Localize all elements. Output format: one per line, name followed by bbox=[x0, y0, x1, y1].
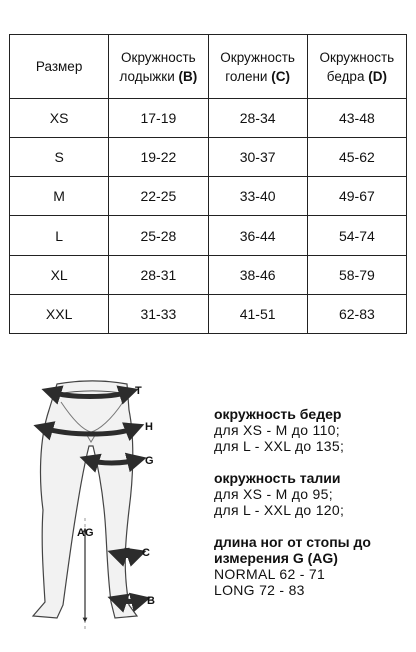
table-cell: 22-25 bbox=[109, 177, 208, 216]
table-cell: 28-34 bbox=[208, 99, 307, 138]
table-row bbox=[10, 216, 407, 255]
table-cell: 30-37 bbox=[208, 138, 307, 177]
table-header-row bbox=[10, 35, 407, 99]
hips-heading: окружность бедер bbox=[214, 406, 342, 422]
table-row bbox=[10, 255, 407, 294]
table-row bbox=[10, 99, 407, 138]
label-b: B bbox=[147, 595, 155, 607]
table-cell: 36-44 bbox=[208, 216, 307, 255]
table-cell: XXL bbox=[10, 294, 109, 333]
table-cell: 58-79 bbox=[307, 255, 406, 294]
table-cell: XS bbox=[10, 99, 109, 138]
table-cell: 25-28 bbox=[109, 216, 208, 255]
measurement-info bbox=[214, 406, 414, 614]
table-cell: 43-48 bbox=[307, 99, 406, 138]
header-thigh: Окружность бедра (D) bbox=[307, 35, 406, 99]
label-c: C bbox=[142, 547, 150, 559]
table-cell: 41-51 bbox=[208, 294, 307, 333]
waist-heading: окружность талии bbox=[214, 470, 341, 486]
table-cell: 17-19 bbox=[109, 99, 208, 138]
hips-block bbox=[214, 406, 414, 454]
waist-line: для L - XXL до 120; bbox=[214, 502, 345, 518]
label-h: H bbox=[145, 421, 153, 433]
header-calf: Окружность голени (C) bbox=[208, 35, 307, 99]
table-cell: 54-74 bbox=[307, 216, 406, 255]
table-cell: M bbox=[10, 177, 109, 216]
table-cell: 19-22 bbox=[109, 138, 208, 177]
table-cell: 28-31 bbox=[109, 255, 208, 294]
hips-line: для XS - M до 110; bbox=[214, 422, 340, 438]
legs-heading: длина ног от стопы до измерения G (AG) bbox=[214, 534, 371, 566]
c-arrow-icon bbox=[117, 554, 137, 556]
table-cell: 33-40 bbox=[208, 177, 307, 216]
waist-block bbox=[214, 470, 414, 518]
table-cell: XL bbox=[10, 255, 109, 294]
legs-line: NORMAL 62 - 71 bbox=[214, 566, 326, 582]
label-t: T bbox=[135, 385, 142, 397]
leg-measurement-diagram bbox=[25, 370, 195, 640]
legs-line: LONG 72 - 83 bbox=[214, 582, 305, 598]
table-cell: 38-46 bbox=[208, 255, 307, 294]
legs-block bbox=[214, 534, 414, 598]
label-g: G bbox=[145, 455, 154, 467]
header-ankle: Окружность лодыжки (B) bbox=[109, 35, 208, 99]
b-arrow-icon bbox=[117, 600, 141, 602]
size-table bbox=[9, 34, 407, 334]
label-ag: AG bbox=[77, 527, 94, 539]
table-cell: S bbox=[10, 138, 109, 177]
header-size: Размер bbox=[10, 35, 109, 99]
table-row bbox=[10, 294, 407, 333]
table-row bbox=[10, 177, 407, 216]
table-cell: 49-67 bbox=[307, 177, 406, 216]
table-cell: 31-33 bbox=[109, 294, 208, 333]
table-cell: 45-62 bbox=[307, 138, 406, 177]
hips-line: для L - XXL до 135; bbox=[214, 438, 345, 454]
table-cell: 62-83 bbox=[307, 294, 406, 333]
waist-line: для XS - M до 95; bbox=[214, 486, 333, 502]
table-cell: L bbox=[10, 216, 109, 255]
table-row bbox=[10, 138, 407, 177]
